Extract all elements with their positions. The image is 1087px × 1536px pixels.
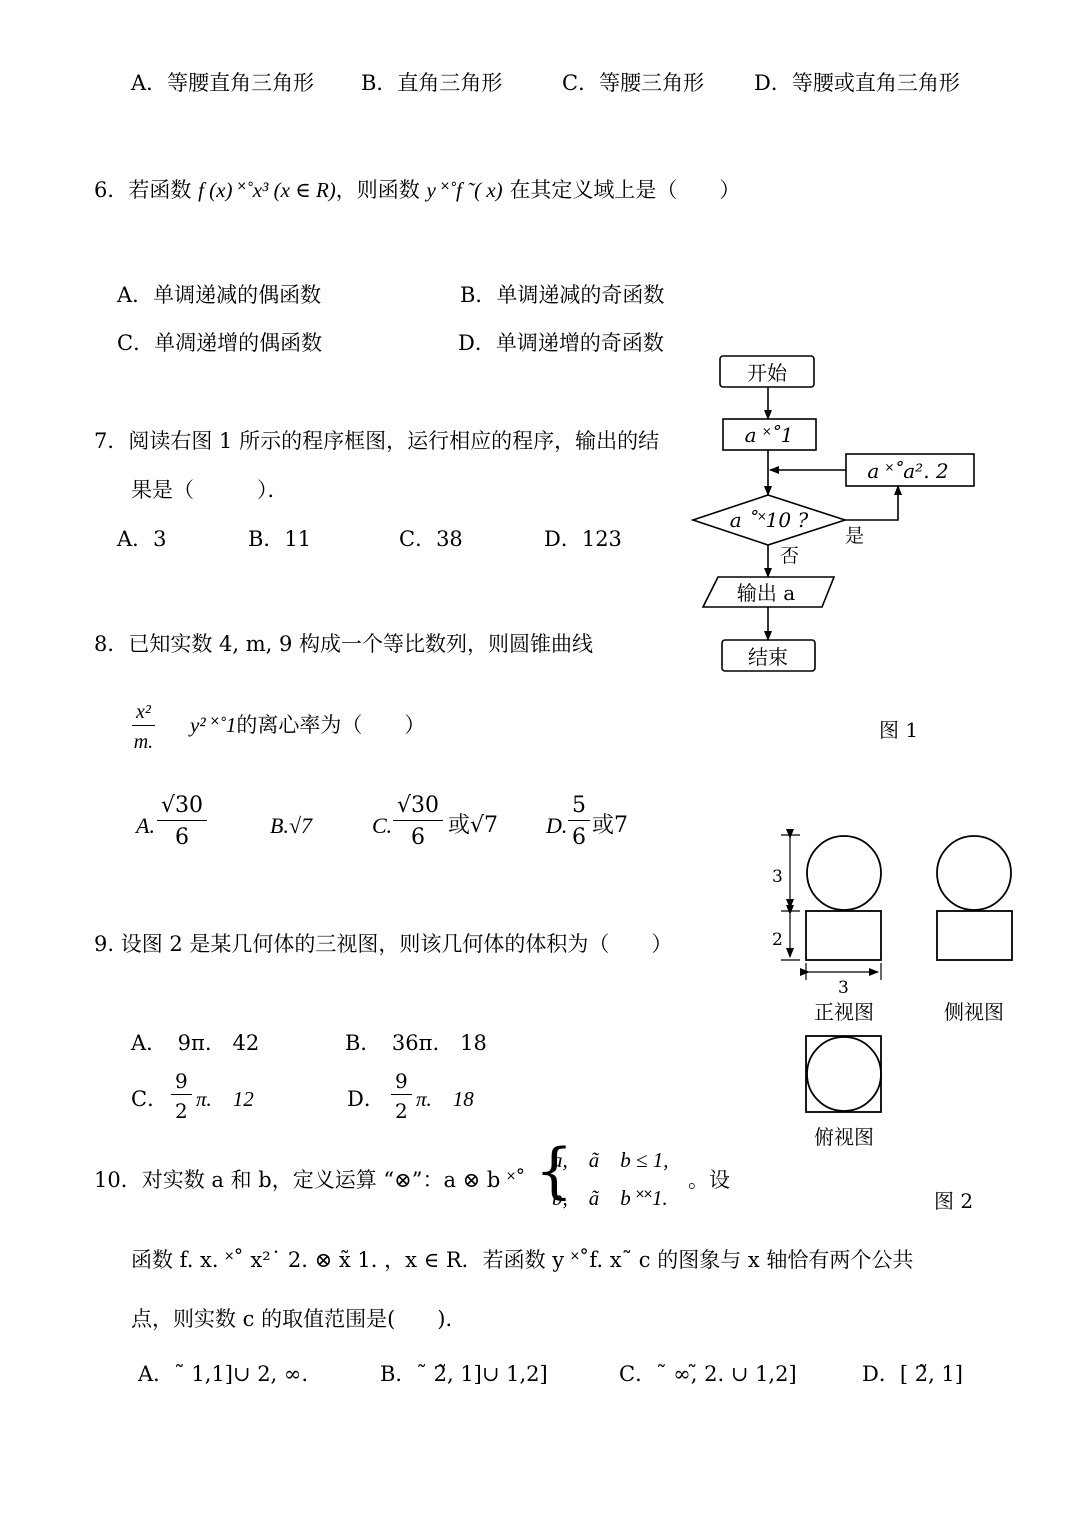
front-view-label: 正视图 bbox=[814, 1000, 874, 1024]
flow-end-box bbox=[722, 640, 815, 671]
q10-option-d: D．[ 2̃, 1] bbox=[862, 1362, 963, 1386]
q9-option-c-label: C． bbox=[131, 1087, 169, 1111]
flow-output-box bbox=[703, 577, 834, 607]
q10-stem-pre: 对实数 a 和 b，定义运算 “⊗”：a ⊗ b ˟˚ bbox=[141, 1168, 526, 1192]
q8-option-c-den: 6 bbox=[411, 825, 425, 850]
q8-option-d-post: 或7 bbox=[592, 813, 628, 838]
flow-arrow-yes bbox=[845, 486, 898, 520]
q7-option-d: D．123 bbox=[544, 527, 622, 551]
q9-option-c-fraction bbox=[171, 1071, 192, 1121]
q8-stem-line2 bbox=[190, 715, 425, 736]
q9-option-a: A． 9π. 42 bbox=[131, 1031, 260, 1055]
q7-option-a: A．3 bbox=[117, 527, 167, 551]
q8-option-a-label: A. bbox=[136, 813, 155, 838]
q7-stem-line2: 果是（ ）． bbox=[131, 478, 289, 502]
q10-brace: { bbox=[535, 1136, 574, 1206]
q9-option-d-label: D． bbox=[347, 1087, 385, 1111]
flow-condition-label: a ˚˟10 ? bbox=[729, 508, 809, 532]
q8-stem-line1 bbox=[94, 634, 593, 655]
q8-option-a-den: 6 bbox=[175, 825, 189, 850]
q9-option-c-post: π. 12 bbox=[196, 1087, 254, 1111]
figure2-caption: 图 2 bbox=[934, 1189, 974, 1213]
q7-option-b: B．11 bbox=[248, 527, 312, 551]
q8-stem-text: 已知实数 4, m, 9 构成一个等比数列，则圆锥曲线 bbox=[128, 632, 594, 656]
flow-no-label: 否 bbox=[780, 545, 800, 567]
q10-option-c: C．˜ ∞,̃ 2. ∪ 1,2] bbox=[619, 1362, 797, 1386]
q9-option-d-num: 9 bbox=[391, 1071, 412, 1095]
dim-width-label: 3 bbox=[838, 978, 849, 998]
q9-option-d-den: 2 bbox=[395, 1099, 408, 1123]
q8-option-b: B.√7 bbox=[270, 813, 313, 838]
q9-option-c-den: 2 bbox=[175, 1099, 188, 1123]
q10-stem bbox=[94, 1170, 526, 1191]
q5-option-c: C．等腰三角形 bbox=[562, 71, 705, 95]
q6-stem-pre: 若函数 bbox=[128, 178, 192, 202]
top-view-circle bbox=[807, 1037, 881, 1111]
top-view-square bbox=[806, 1036, 881, 1112]
q7-stem-line1 bbox=[94, 431, 659, 452]
q6-stem bbox=[94, 180, 740, 201]
q9-option-d-fraction bbox=[391, 1071, 412, 1121]
flow-update-box bbox=[846, 454, 974, 486]
q9-option-b: B． 36π. 18 bbox=[345, 1031, 487, 1055]
q8-option-c-num: √30 bbox=[393, 795, 443, 821]
q6-expr2: y ˟˚f ˜( x) bbox=[426, 178, 503, 202]
q9-stem: 9. 设图 2 是某几何体的三视图，则该几何体的体积为（ ） bbox=[94, 932, 673, 956]
q8-option-c-label: C. bbox=[372, 813, 393, 838]
q10-case1: a, ã b ≤ 1, bbox=[552, 1148, 669, 1172]
dim-top-label: 3 bbox=[772, 867, 783, 887]
front-view-rect bbox=[806, 911, 881, 960]
q8-conic-fraction bbox=[132, 702, 155, 752]
q10-line2: 函数 f. x. ˟˚ x²˙ 2. ⊗ x̃ 1. ，x ∈ R．若函数 y ˟˚f. x˜ c 的图象与 x 轴恰有两个公共 bbox=[131, 1248, 914, 1272]
flow-yes-label: 是 bbox=[845, 525, 865, 547]
q8-option-c-post: 或√7 bbox=[448, 813, 499, 838]
side-view-rect bbox=[937, 911, 1012, 960]
dim-bottom-label: 2 bbox=[772, 930, 783, 950]
q6-option-c: C．单凋递增的偶函数 bbox=[117, 331, 323, 355]
q7-option-c: C．38 bbox=[399, 527, 463, 551]
flow-decision-diamond bbox=[693, 495, 845, 545]
q6-option-a: A．单调递减的偶函数 bbox=[117, 283, 322, 307]
q8-option-d-num: 5 bbox=[568, 795, 590, 821]
q5-option-b: B．直角三角形 bbox=[361, 71, 503, 95]
flow-end-label: 结束 bbox=[748, 645, 788, 669]
q8-option-a-num: √30 bbox=[157, 795, 207, 821]
q8-stem-line2-text: 的离心率为（ ） bbox=[236, 713, 426, 737]
q6-stem-post: 在其定义域上是（ ） bbox=[509, 178, 741, 202]
q8-frac-den: m. bbox=[133, 731, 154, 753]
q10-option-b: B．˜ 2̃, 1]∪ 1,2] bbox=[380, 1362, 548, 1386]
flow-update-label: a ˟˚a². 2 bbox=[867, 459, 949, 483]
q10-option-a: A．˜ 1,1]∪ 2, ∞. bbox=[138, 1362, 309, 1386]
front-view-circle bbox=[807, 836, 881, 910]
q8-number: 8． bbox=[94, 632, 129, 656]
q8-option-a-fraction bbox=[157, 795, 207, 849]
q7-stem-text: 阅读右图 1 所示的程序框图，运行相应的程序，输出的结 bbox=[128, 429, 660, 453]
flow-init-box bbox=[723, 419, 816, 450]
q8-conic-rest: y² ˟˚1 bbox=[190, 713, 237, 737]
flow-output-label: 输出 a bbox=[736, 581, 796, 605]
q10-number: 10． bbox=[94, 1168, 142, 1192]
q5-option-d: D．等腰或直角三角形 bbox=[754, 71, 960, 95]
side-view-circle bbox=[937, 836, 1011, 910]
q7-number: 7． bbox=[94, 429, 129, 453]
flow-init-label: a ˟˚1 bbox=[744, 423, 794, 447]
q10-case2: b, ã b ˟˟1. bbox=[552, 1186, 668, 1210]
q8-frac-num: x² bbox=[132, 702, 155, 726]
figure1-caption: 图 1 bbox=[879, 718, 919, 742]
flow-start-label: 开始 bbox=[747, 361, 787, 385]
q6-expr1: f (x) ˟˚x³ (x ∈ R) bbox=[198, 178, 336, 202]
q8-option-d-den: 6 bbox=[572, 825, 586, 850]
q10-stem-post: 。设 bbox=[688, 1168, 730, 1192]
q9-option-c-num: 9 bbox=[171, 1071, 192, 1095]
q8-option-d-fraction bbox=[568, 795, 590, 849]
q6-number: 6． bbox=[94, 178, 129, 202]
q8-option-d-label: D. bbox=[546, 813, 568, 838]
q9-option-d-post: π. 18 bbox=[416, 1087, 474, 1111]
top-view-label: 俯视图 bbox=[814, 1125, 874, 1149]
q5-option-a: A．等腰直角三角形 bbox=[131, 71, 315, 95]
flow-start-box bbox=[720, 356, 814, 387]
q8-option-c-fraction bbox=[393, 795, 443, 849]
side-view-label: 侧视图 bbox=[944, 1000, 1004, 1024]
q6-option-b: B．单调递减的奇函数 bbox=[460, 283, 665, 307]
q6-stem-mid: ，则函数 bbox=[335, 178, 420, 202]
q10-line3: 点，则实数 c 的取值范围是( )． bbox=[131, 1307, 467, 1331]
q6-option-d: D．单调递增的奇函数 bbox=[458, 331, 664, 355]
